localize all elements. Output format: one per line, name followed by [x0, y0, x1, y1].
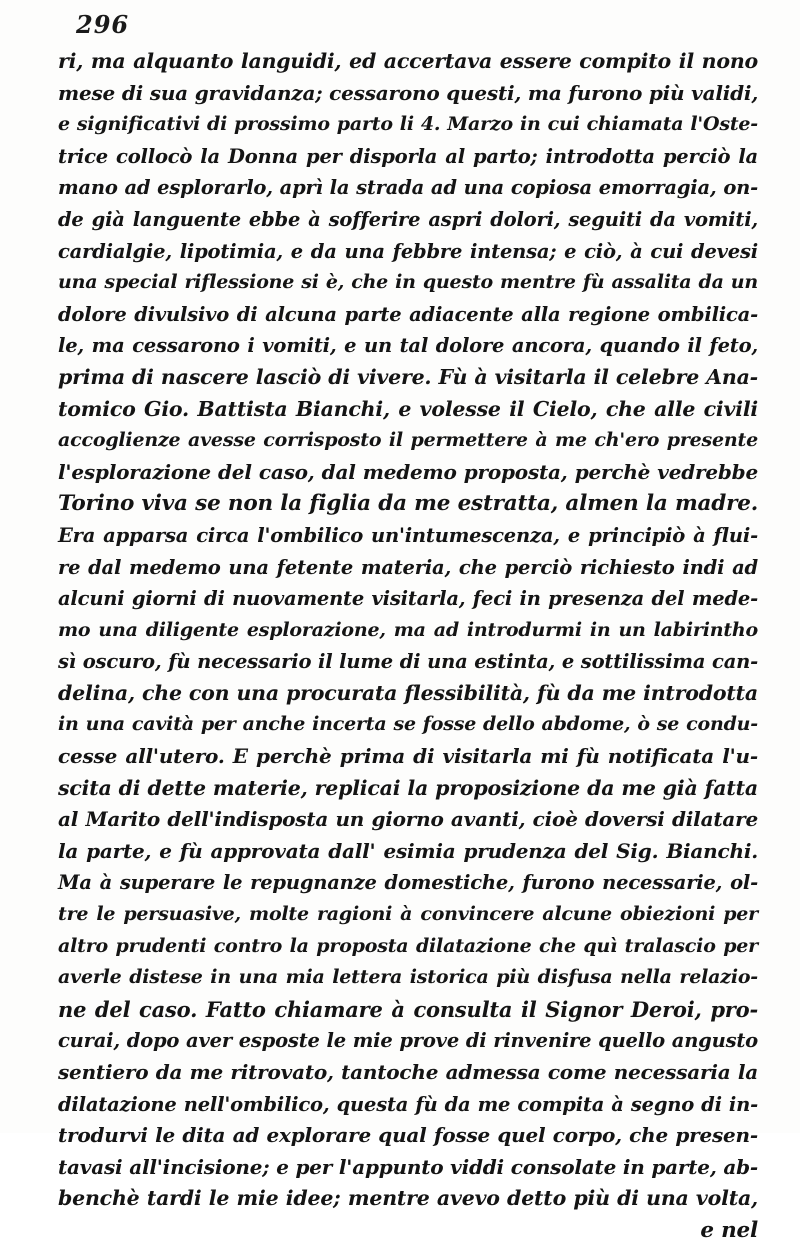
text-line: tre le persuasive, molte ragioni à convincere alcune obiezioni per — [58, 903, 758, 926]
text-line: Era apparsa circa l'ombilico un'intumescenza, e principiò à flui- — [58, 523, 758, 547]
text-line: e significativi di prossimo parto li 4. Marzo in cui chiamata l'Oste- — [58, 113, 758, 136]
text-line: curai, dopo aver esposte le mie prove di rinvenire quello angusto — [58, 1029, 758, 1053]
text-line: ne del caso. Fatto chiamare à consulta il Signor Deroi, pro- — [58, 996, 758, 1022]
text-line: accoglienze avesse corrisposto il permettere à me ch'ero presente — [58, 429, 758, 452]
text-line: dilatazione nell'ombilico, questa fù da me compita à segno di in- — [58, 1092, 758, 1116]
text-line: sentiero da me ritrovato, tantoche admessa come necessaria la — [58, 1060, 758, 1084]
text-line: trice collocò la Donna per disporla al parto; introdotta perciò la — [58, 144, 758, 168]
text-line: tomico Gio. Battista Bianchi, e volesse il Cielo, che alle civili — [58, 396, 758, 421]
text-line: la parte, e fù approvata dall' esimia prudenza del Sig. Bianchi. — [58, 838, 758, 863]
text-line: in una cavità per anche incerta se fosse dello abdome, ò se condu- — [58, 713, 758, 736]
text-line: mano ad esplorarlo, aprì la strada ad una copiosa emorragia, on- — [58, 176, 758, 200]
text-line: una special riflessione si è, che in questo mentre fù assalita da un — [58, 271, 758, 294]
text-line: Torino viva se non la figlia da me estratta, almen la madre. — [58, 491, 758, 517]
text-line: tavasi all'incisione; e per l'appunto viddi consolate in parte, ab- — [58, 1154, 758, 1179]
text-line: sì oscuro, fù necessario il lume di una estinta, e sottilissima can- — [58, 650, 758, 674]
text-line: scita di dette materie, replicai la proposizione da me già fatta — [58, 775, 758, 800]
text-line: altro prudenti contro la proposta dilatazione che quì tralascio per — [58, 934, 758, 957]
text-line: cardialgie, lipotimia, e da una febbre intensa; e ciò, à cui devesi — [58, 239, 758, 263]
text-line: de già languente ebbe à sofferire aspri dolori, seguiti da vomiti, — [58, 207, 758, 231]
text-line: e nel — [700, 1217, 758, 1243]
text-line: Ma à superare le repugnanze domestiche, furono necessarie, ol- — [58, 871, 758, 895]
text-line: mo una diligente esplorazione, ma ad introdurmi in un labirintho — [58, 618, 758, 641]
text-line: prima di nascere lasciò di vivere. Fù à visitarla il celebre Ana- — [58, 364, 758, 389]
text-line: cesse all'utero. E perchè prima di visitarla mi fù notificata l'u- — [58, 744, 758, 769]
text-line: al Marito dell'indisposta un giorno avanti, cioè doversi dilatare — [58, 807, 758, 832]
text-line: mese di sua gravidanza; cessarono questi, ma furono più validi, — [58, 80, 759, 105]
text-line: delina, che con una procurata flessibilità, fù da me introdotta — [58, 680, 758, 705]
text-line: ri, ma alquanto languidi, ed accertava essere compito il nono — [58, 49, 758, 73]
text-line: alcuni giorni di nuovamente visitarla, feci in presenza del mede- — [58, 587, 758, 611]
text-line: l'esplorazione del caso, dal medemo proposta, perchè vedrebbe — [58, 459, 758, 484]
body-text — [58, 46, 758, 1247]
page-number: 296 — [76, 10, 130, 39]
text-line: benchè tardi le mie idee; mentre avevo detto più di una volta, — [58, 1186, 758, 1211]
text-line: re dal medemo una fetente materia, che perciò richiesto indi ad — [58, 555, 758, 579]
text-line: le, ma cessarono i vomiti, e un tal dolore ancora, quando il feto, — [58, 334, 758, 358]
text-line: dolore divulsivo di alcuna parte adiacente alla regione ombilica- — [58, 302, 758, 326]
text-line: averle distese in una mia lettera istorica più disfusa nella relazio- — [58, 966, 758, 989]
text-line: trodurvi le dita ad explorare qual fosse quel corpo, che presen- — [58, 1123, 758, 1148]
